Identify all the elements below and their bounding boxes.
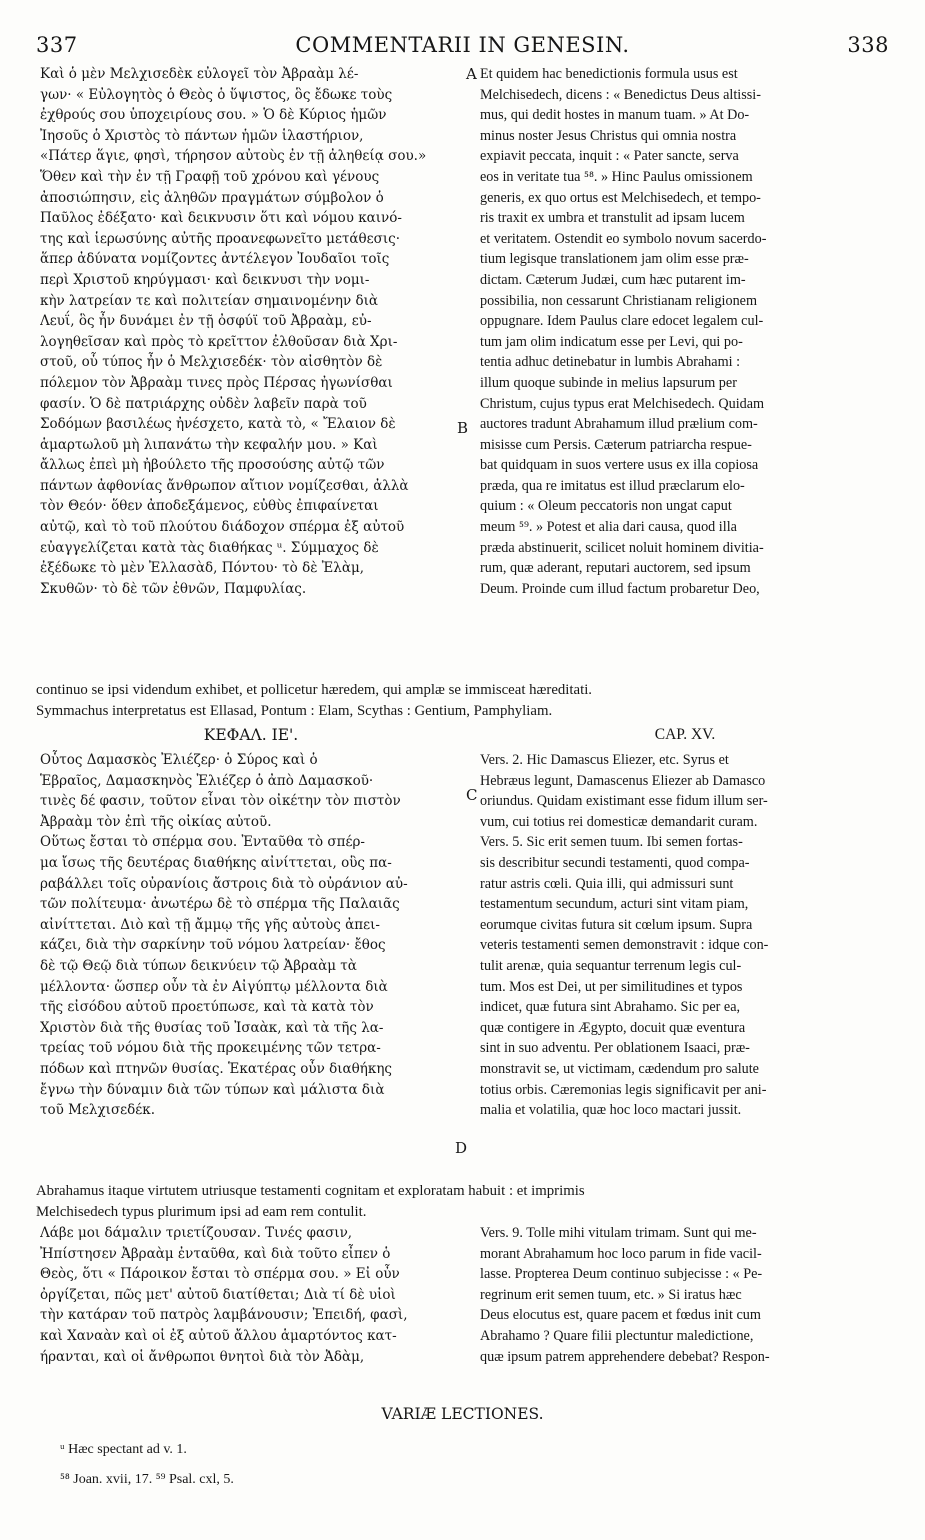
text-line: tum. Mos est Dei, ut per similitudines et typos: [480, 978, 743, 995]
text-line: Hebræus legunt, Damascenus Eliezer ab Damasco: [480, 772, 766, 789]
text-line: κὴν λατρείαν τε καὶ πολιτείαν σημαινομένην διὰ: [40, 292, 379, 309]
text-line: testamentum secundum, acturi sint vitam piam,: [480, 896, 749, 913]
text-line: Melchisedech, dicens : « Benedictus Deus altissi-: [480, 86, 761, 103]
text-line: αἰνίττεται. Διὸ καὶ τῇ ἄμμῳ τῆς γῆς αὐτοὺς ἀπει-: [40, 916, 380, 933]
text-line: τὴν κατάραν τοῦ πατρὸς λαμβάνουσιν; Ἐπειδή, φασὶ,: [40, 1307, 408, 1324]
footnote-scripture-references: ⁵⁸ Joan. xvii, 17. ⁵⁹ Psal. cxl, 5.: [60, 1472, 234, 1487]
text-line: ραβάλλει τοῖς οὐρανίοις ἄστροις διὰ τὸ οὐράνιον αὐ-: [40, 875, 408, 892]
text-line: Λευΐ, ὃς ἦν δυνάμει ἐν τῇ ὀσφύϊ τοῦ Ἀβραὰμ, εὐ-: [40, 313, 372, 330]
right-page-number: 338: [847, 33, 889, 57]
margin-letter-d: D: [455, 1139, 468, 1157]
text-line: quæ ipsum patrem apprehendere debebat? Respon-: [480, 1348, 770, 1365]
greek-column-block-3: [40, 1223, 462, 1367]
text-line: τῆς εἰσόδου αὐτοῦ προετύπωσε, καὶ τὰ κατὰ τὸν: [40, 999, 374, 1016]
text-line: φασίν. Ὁ δὲ πατριάρχης οὐδὲν λαβεῖν παρὰ τοῦ: [40, 395, 367, 412]
text-line: possibilia, non cessarunt Christianam religionem: [480, 292, 758, 309]
text-line: τινὲς δέ φασιν, τοῦτον εἶναι τὸν οἰκέτην τὸν πιστὸν: [40, 793, 401, 810]
text-line: meum ⁵⁹. » Potest et alia dari causa, quod illa: [480, 519, 737, 536]
full-width-continuation-2: [36, 1181, 894, 1222]
text-line: mus, qui dedit hostes in manum tuam. » At Do-: [480, 107, 750, 124]
latin-chapter-heading: CAP. XV.: [654, 726, 716, 743]
text-line: Ἰησοῦς ὁ Χριστὸς τὸ πάντων ἡμῶν ἱλαστήριον,: [40, 127, 364, 144]
text-line: περὶ Χριστοῦ κηρύγμασι· καὶ δεικνυσι τὴν νομι-: [40, 271, 370, 288]
text-line: Et quidem hac benedictionis formula usus est: [480, 66, 738, 82]
text-line: μα ἴσως τῆς δευτέρας διαθήκης αἰνίττεται, οὓς πα-: [40, 854, 392, 871]
text-line: τὸν Θεόν· ὅθεν ἀποδεξάμενος, εὐθὺς ἐπιφαίνεται: [40, 498, 379, 515]
text-line: Vers. 9. Tolle mihi vitulam trimam. Sunt qui me-: [480, 1225, 757, 1241]
text-line: Deum. Proinde cum illud factum probaretur Deo,: [480, 580, 760, 597]
text-line: regrinum erit semen tuum, etc. » Si iratus hæc: [480, 1286, 742, 1303]
text-line: τοῦ Μελχισεδέκ.: [40, 1102, 156, 1119]
text-line: Deus elocutus est, quare pacem et fœdus init cum: [480, 1307, 761, 1324]
text-line: veteris testamenti semen demonstravit : idque con-: [480, 937, 769, 954]
text-line: ris traxit ex umbra et transtulit ad ipsam lucem: [480, 210, 745, 227]
footnote-u: ᵘ Hæc spectant ad v. 1.: [60, 1442, 187, 1457]
text-line: καὶ Χαναὰν καὶ οἱ ἐξ αὐτοῦ ἄλλου ἁμαρτόντος κατ-: [40, 1327, 397, 1344]
text-line: ἔγνω τὴν δύναμιν διὰ τῶν τύπων καὶ μάλιστα διὰ: [40, 1081, 385, 1098]
full-width-continuation-1: [36, 680, 894, 721]
text-line: quæ contigere in Ægypto, docuit quæ eventura: [480, 1019, 746, 1036]
margin-letter-a: A: [466, 65, 477, 83]
text-line: ratur astris cœli. Quia illi, qui admissuri sunt: [480, 875, 734, 892]
text-line: vum, cui totius rei domesticæ demandarit curam.: [480, 813, 758, 830]
greek-column-block-2: [40, 750, 462, 1121]
text-line: Λάβε μοι δάμαλιν τριετίζουσαν. Τινές φασιν,: [40, 1225, 353, 1241]
text-line: Ὅθεν καὶ τὴν ἐν τῇ Γραφῇ τοῦ χρόνου καὶ γένους: [40, 168, 380, 185]
text-line: Ἑβραῖος, Δαμασκηνὸς Ἐλιέζερ ὁ ἀπὸ Δαμασκοῦ·: [40, 772, 374, 789]
text-line: ἄλλως ἐπεὶ μὴ ἠβούλετο τῆς προσούσης αὐτῷ τῶν: [40, 457, 385, 474]
greek-chapter-heading: ΚΕΦΑΛ. ΙΕ'.: [203, 726, 299, 744]
text-line: continuo se ipsi videndum exhibet, et pollicetur hæredem, qui amplæ se immisceat hæreditati.: [36, 682, 593, 698]
text-line: totius orbis. Cæremonias legis significavit per ani-: [480, 1081, 767, 1098]
text-line: πόδων καὶ πτηνῶν θυσίας. Ἑκατέρας οὖν διαθήκης: [40, 1060, 392, 1077]
text-line: Symmachus interpretatus est Ellasad, Pontum : Elam, Scythas : Gentium, Pamphyliam.: [36, 702, 553, 719]
text-line: Χριστὸν διὰ τῆς θυσίας τοῦ Ἰσαὰκ, καὶ τὰ τῆς λα-: [40, 1019, 384, 1036]
text-line: τρείας τοῦ νόμου διὰ τῆς προκειμένης τῶν τετρα-: [40, 1040, 381, 1057]
text-line: lasse. Propterea Deum continuo subjecisse : « Pe-: [480, 1266, 763, 1283]
text-line: κάζει, διὰ τὴν σαρκίνην τοῦ νόμου λατρείαν· ἔθος: [40, 937, 386, 954]
text-line: λογηθεῖσαν καὶ πρὸς τὸ κρεῖττον ἐλθοῦσαν διὰ Χρι-: [40, 333, 398, 350]
text-line: Vers. 2. Hic Damascus Eliezer, etc. Syrus et: [480, 752, 729, 768]
text-line: auctores tradunt Abrahamum illud prælium com-: [480, 416, 758, 433]
text-line: generis, ex quo ortus est Melchisedech, et tempo-: [480, 189, 761, 206]
text-line: στοῦ, οὗ τύπος ἦν ὁ Μελχισεδέκ· τὸν αἰσθητὸν δὲ: [40, 354, 383, 371]
text-line: tentia adhuc detinebatur in lumbis Abrahami :: [480, 354, 741, 371]
text-line: ἐχθρούς σου ὑποχειρίους σου. » Ὁ δὲ Κύριος ἡμῶν: [40, 107, 387, 124]
text-line: præda abstinuerit, scilicet noluit hominem divitia-: [480, 539, 764, 556]
greek-column-block-1: [40, 64, 462, 599]
text-line: Ἠπίστησεν Ἀβραὰμ ἐνταῦθα, καὶ διὰ τοῦτο εἶπεν ὁ: [40, 1245, 391, 1262]
text-line: malia et volatilia, quæ hoc loco mactari jussit.: [480, 1102, 742, 1119]
text-line: tulit arenæ, quia sequantur terrenum legis cul-: [480, 957, 742, 974]
text-line: eorumque civitas futura sit cœlum ipsum. Supra: [480, 916, 753, 933]
text-line: præda, qua re imitatus est illud præclarum elo-: [480, 477, 745, 494]
text-line: tum jam olim indicatum esse per Levi, qui po-: [480, 333, 743, 350]
text-line: Abrahamus itaque virtutem utriusque testamenti cognitam et exploratam habuit : et imprimis: [36, 1183, 585, 1199]
latin-column-block-2: [480, 750, 890, 1121]
text-line: oriundus. Quidam existimant esse fidum illum ser-: [480, 793, 768, 810]
text-line: rum, quæ aderant, reputari auctorem, sed ipsum: [480, 560, 751, 577]
text-line: Σοδόμων βασιλέως ἠνέσχετο, κατὰ τὸ, « Ἔλαιον δὲ: [40, 416, 396, 433]
text-line: Θεὸς, ὅτι « Πάροικον ἔσται τὸ σπέρμα σου. » Εἰ οὖν: [40, 1266, 400, 1283]
margin-letter-b: B: [457, 419, 469, 437]
text-line: Christum, cujus typus erat Melchisedech. Quidam: [480, 395, 765, 412]
text-line: πόλεμον τὸν Ἀβραὰμ τινες πρὸς Πέρσας ἠγωνίσθαι: [40, 374, 393, 391]
text-line: eos in veritate tua ⁵⁸. » Hinc Paulus omissionem: [480, 168, 753, 185]
text-line: ἀποσιώπησιν, εἰς ἀληθῶν πραγμάτων σύμβολον ὁ: [40, 189, 384, 206]
text-line: ἁμαρτωλοῦ μὴ λιπανάτω τὴν κεφαλήν μου. » Καὶ: [40, 436, 378, 453]
text-line: δὲ τῷ Θεῷ διὰ τύπων δεικνύειν τῷ Ἀβραὰμ τὰ: [40, 957, 357, 974]
text-line: et veritatem. Ostendit eo symbolo novum sacerdo-: [480, 230, 767, 247]
text-line: «Πάτερ ἅγιε, φησὶ, τήρησον αὐτοὺς ἐν τῇ ἀληθείᾳ σου.»: [40, 148, 427, 165]
text-line: oppugnare. Idem Paulus clare edocet legalem cul-: [480, 313, 764, 330]
text-line: Οὕτως ἔσται τὸ σπέρμα σου. Ἐνταῦθα τὸ σπέρ-: [40, 834, 365, 851]
text-line: Abrahamo ? Quare filii plectuntur maledictione,: [480, 1327, 754, 1344]
text-line: της καὶ ἱερωσύνης αὐτῆς προανεφωνεῖτο μετάθεσις·: [40, 230, 401, 247]
text-line: morant Abrahamum hoc loco parum in fide vacil-: [480, 1245, 762, 1262]
latin-column-block-3: [480, 1223, 890, 1367]
text-line: Παῦλος ἐδέξατο· καὶ δεικνυσιν ὅτι καὶ νόμου καινό-: [40, 210, 402, 227]
text-line: sint in suo adventu. Per oblationem Isaaci, præ-: [480, 1040, 750, 1057]
text-line: γων· « Εὐλογητὸς ὁ Θεὸς ὁ ὕψιστος, ὃς ἔδωκε τοὺς: [40, 86, 393, 103]
text-line: bat quidquam in suos vertere usus ex illa copiosa: [480, 457, 759, 474]
text-line: sis describitur secundi testamenti, quod compa-: [480, 854, 750, 871]
margin-letter-c: C: [466, 786, 478, 804]
text-line: illum quoque subinde in melius lapsurum per: [480, 374, 737, 391]
text-line: ἐξέδωκε τὸ μὲν Ἐλλασὰδ, Πόντου· τὸ δὲ Ἐλὰμ,: [40, 560, 365, 577]
text-line: Ἀβραὰμ τὸν ἐπὶ τῆς οἰκίας αὐτοῦ.: [40, 813, 272, 830]
text-line: misisse cum Persis. Cæterum patriarcha respue-: [480, 436, 752, 453]
text-line: πάντων ἀφθονίας ἄνθρωπον αἴτιον νομίζεσθαι, ἀλλὰ: [40, 477, 409, 494]
text-line: Σκυθῶν· τὸ δὲ τῶν ἐθνῶν, Παμφυλίας.: [40, 580, 307, 597]
text-line: indicet, quæ futura sint Abrahamo. Sic per ea,: [480, 999, 741, 1016]
latin-column-block-1: [480, 64, 890, 599]
variae-lectiones-heading: VARIÆ LECTIONES.: [381, 1405, 544, 1423]
text-line: ἅπερ ἀδύνατα νομίζοντες ἀντέλεγον Ἰουδαῖοι τοῖς: [40, 251, 390, 268]
text-line: tium legisque translationem jam olim esse præ-: [480, 251, 749, 268]
text-line: monstravit se, ut victimam, cædendum pro salute: [480, 1060, 759, 1077]
text-line: Vers. 5. Sic erit semen tuum. Ibi semen fortas-: [480, 834, 743, 851]
text-line: τῶν πολίτευμα· ἀνωτέρω δὲ τὸ σπέρμα τῆς Παλαιᾶς: [40, 896, 400, 913]
text-line: ήρανται, καὶ οἱ ἄνθρωποι θνητοὶ διὰ τὸν Ἀδὰμ,: [40, 1348, 365, 1365]
text-line: εὐαγγελίζεται κατὰ τὰς διαθήκας ᵘ. Σύμμαχος δὲ: [40, 539, 379, 556]
text-line: μέλλοντα· ὥσπερ οὖν τὰ ἐν Αἰγύπτῳ μέλλοντα διὰ: [40, 978, 388, 995]
text-line: expiavit peccata, inquit : « Pater sancte, serva: [480, 148, 739, 165]
text-line: Melchisedech typus plurimum ipsi ad eam rem contulit.: [36, 1203, 367, 1220]
text-line: minus noster Jesus Christus qui omnia nostra: [480, 127, 737, 144]
text-line: αὐτῷ, καὶ τὸ τοῦ πλούτου διάδοχον σπέρμα ἐξ αὐτοῦ: [40, 519, 405, 536]
left-page-number: 337: [36, 33, 78, 57]
text-line: quium : « Oleum peccatoris non ungat caput: [480, 498, 732, 515]
text-line: Καὶ ὁ μὲν Μελχισεδὲκ εὐλογεῖ τὸν Ἀβραὰμ λέ-: [40, 66, 359, 82]
running-title: COMMENTARII IN GENESIN.: [295, 33, 630, 57]
text-line: Οὗτος Δαμασκὸς Ἐλιέζερ· ὁ Σύρος καὶ ὁ: [40, 752, 318, 768]
text-line: dictam. Cæterum Judæi, cum hæc putarent im-: [480, 271, 746, 288]
text-line: ὀργίζεται, πῶς μετ' αὐτοῦ διατίθεται; Διὰ τί δὲ υἱοὶ: [40, 1286, 396, 1303]
